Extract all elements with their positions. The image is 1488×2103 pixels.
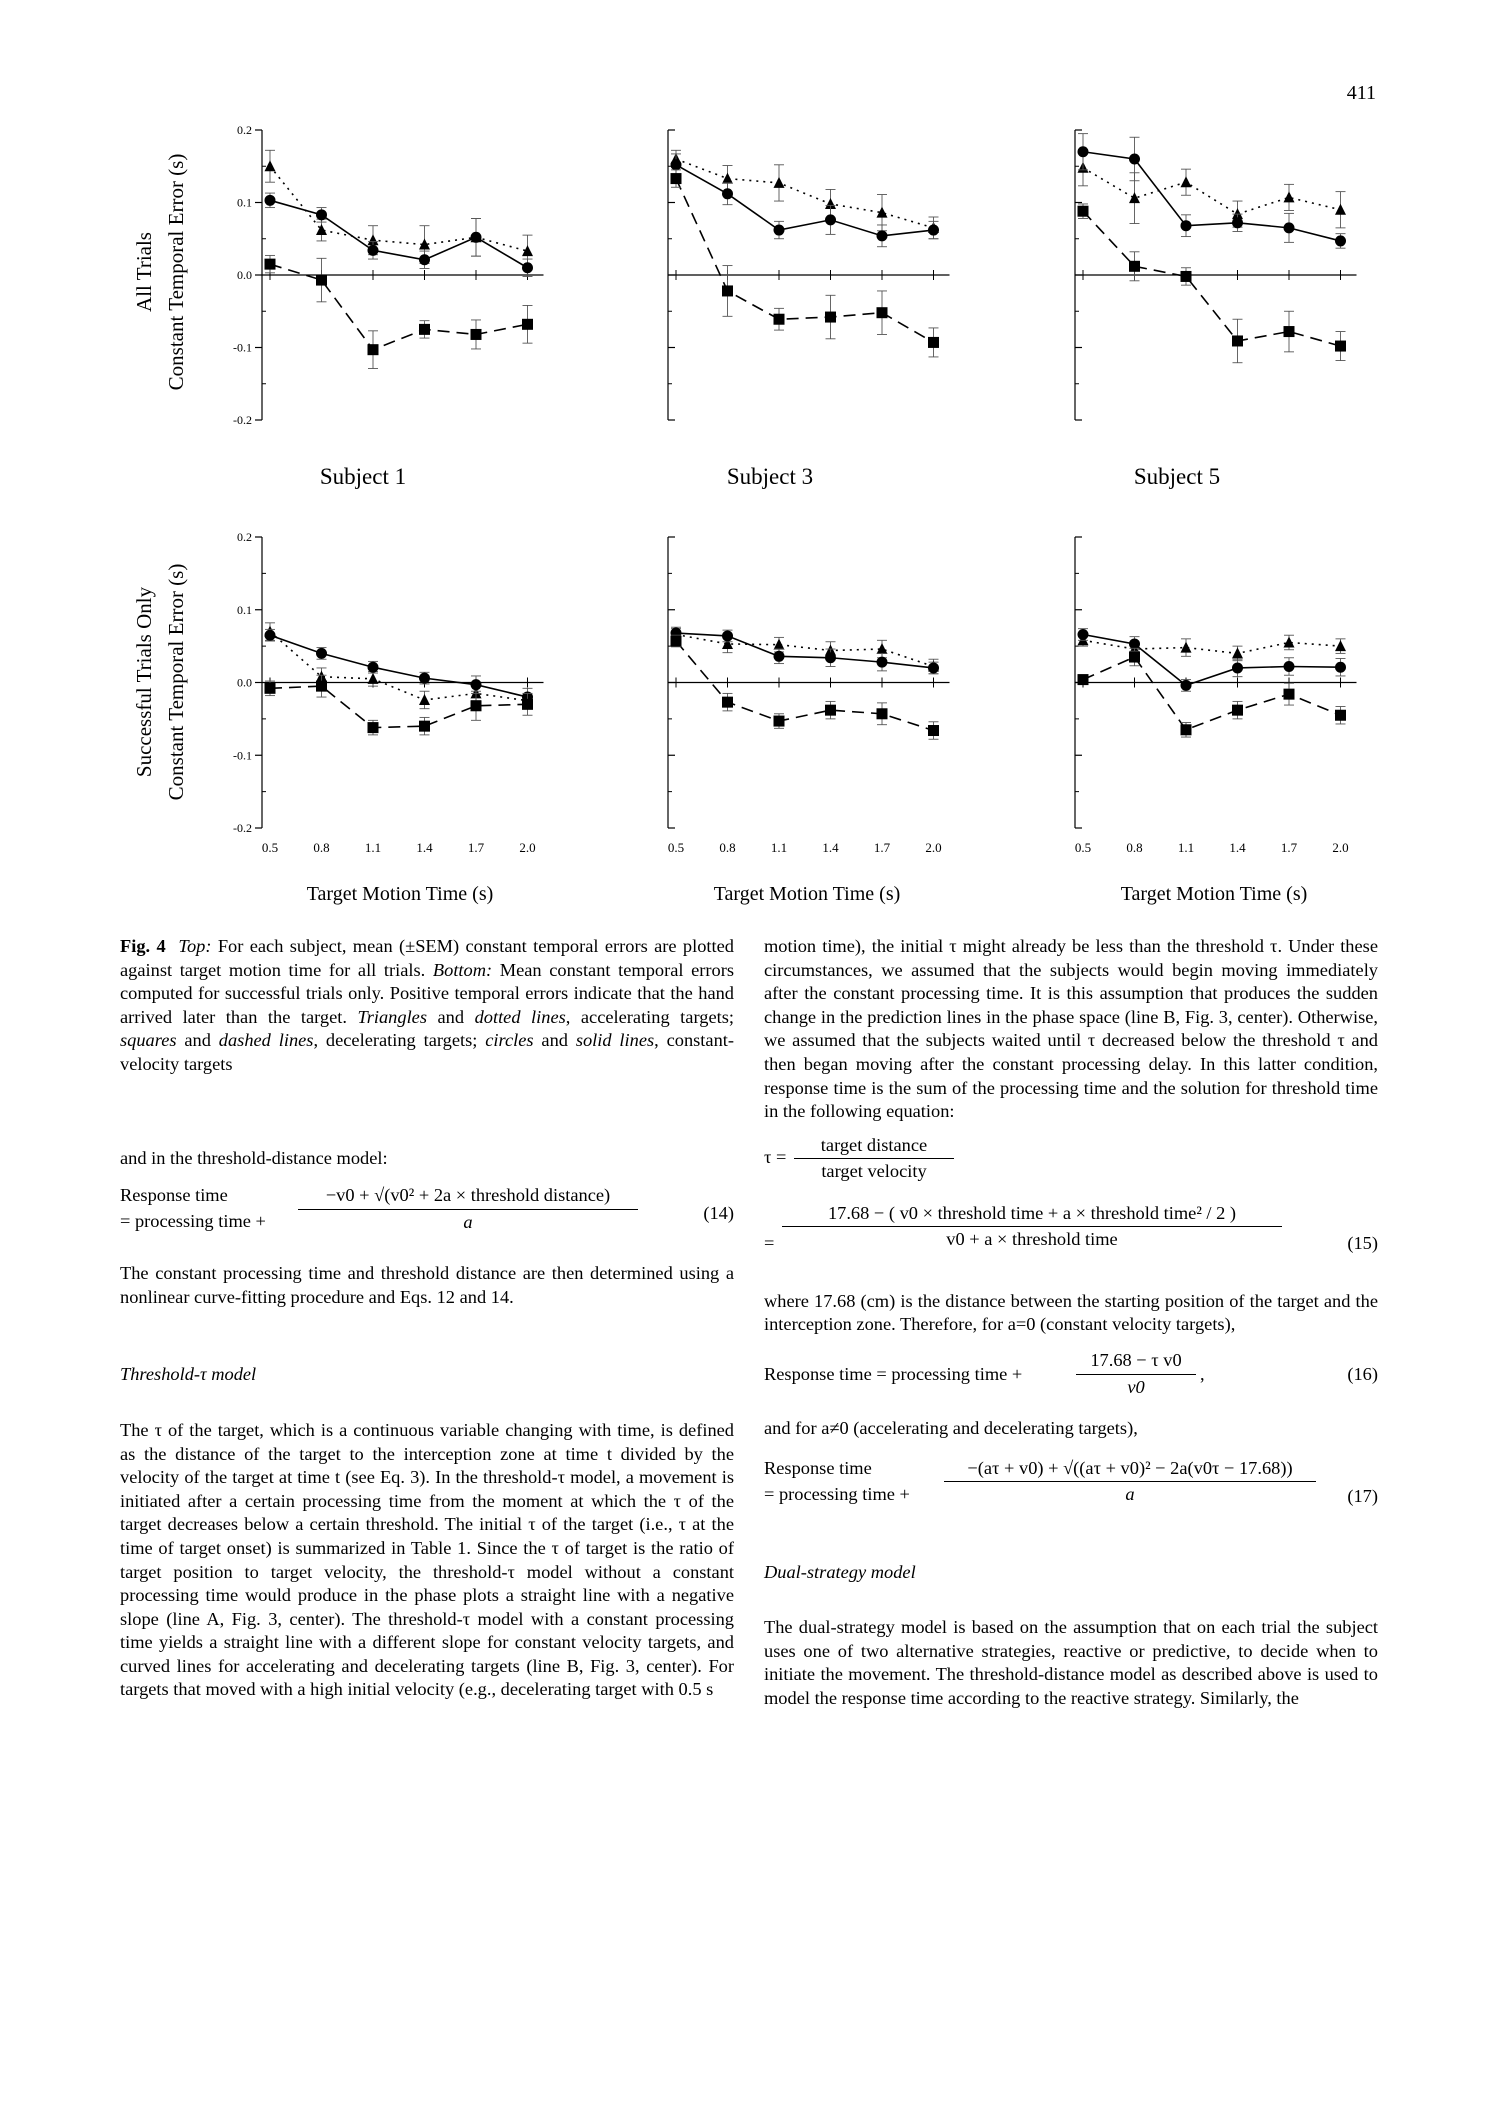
point-circle (825, 652, 836, 663)
point-square (671, 173, 682, 184)
y-tick-label: 0.0 (237, 268, 252, 282)
point-square (1335, 341, 1346, 352)
eq15-lhs: τ = (764, 1146, 787, 1167)
point-triangle (368, 673, 379, 684)
subject-title-1: Subject 1 (319, 464, 407, 489)
x-tick-label: 1.7 (873, 840, 891, 855)
point-square (825, 705, 836, 716)
point-circle (1078, 146, 1089, 157)
point-square (722, 697, 733, 708)
x-tick-label: 0.8 (1126, 840, 1143, 855)
series-line-circle (676, 165, 934, 236)
point-circle (1232, 662, 1243, 673)
eq16-tail: , (1200, 1363, 1205, 1384)
point-circle (368, 662, 379, 673)
series-line-circle (676, 633, 934, 668)
xlabel-3: Target Motion Time (s) (713, 883, 901, 905)
point-circle (316, 648, 327, 659)
point-circle (1181, 680, 1192, 691)
point-circle (265, 630, 276, 641)
x-tick-label: 1.4 (1229, 840, 1246, 855)
eq15-num1: target distance (794, 1134, 954, 1160)
x-tick-label: 1.7 (1280, 840, 1298, 855)
paragraph-dual-strategy: The dual-strategy model is based on the assumption that on each trial the subject uses one of two alternative strategies, reactive or predictive, to decide when to initiate the movement. The threshold-distance model as described above is used to model the response time according to the reactive strategy. Similarly, the (764, 1617, 1378, 1708)
subject-title-3: Subject 3 (726, 464, 814, 489)
point-circle (471, 232, 482, 243)
xlabel-1: Target Motion Time (s) (306, 883, 494, 905)
x-tick-label: 1.1 (364, 840, 382, 855)
point-square (1232, 705, 1243, 716)
y-tick-label: -0.2 (233, 413, 252, 427)
point-circle (471, 679, 482, 690)
x-tick-label: 0.8 (313, 840, 330, 855)
point-square (1078, 674, 1089, 685)
point-circle (825, 214, 836, 225)
series-line-circle (270, 635, 528, 697)
point-circle (671, 159, 682, 170)
panel-all-subject-5 (1075, 130, 1357, 420)
point-square (1129, 261, 1140, 272)
series-line-square (270, 686, 528, 727)
point-square (316, 681, 327, 692)
x-tick-label: 2.0 (925, 840, 942, 855)
eq16-number: (16) (1347, 1363, 1378, 1384)
eq16-denominator: v0 (1127, 1376, 1145, 1397)
point-circle (877, 230, 888, 241)
row-label-bottom-2: Constant Temporal Error (s) (164, 563, 188, 801)
series-line-triangle (270, 632, 528, 701)
y-tick-label: -0.1 (233, 340, 252, 355)
caption-text-5: , constant-velocity targets (120, 1030, 735, 1074)
point-triangle (265, 160, 276, 171)
caption-text-4: , decelerating targets; (313, 1030, 486, 1051)
point-square (471, 700, 482, 711)
point-circle (1335, 235, 1346, 246)
point-circle (522, 262, 533, 273)
caption-squares: squares (120, 1030, 177, 1051)
point-triangle (1335, 204, 1346, 215)
point-triangle (774, 177, 785, 188)
caption-and-2: and (176, 1030, 219, 1051)
series-line-triangle (1083, 168, 1341, 214)
point-square (265, 683, 276, 694)
point-circle (265, 195, 276, 206)
left-column (120, 935, 734, 1702)
caption-circles: circles (485, 1030, 534, 1051)
eq14-denominator: a (463, 1211, 473, 1232)
caption-text-2: Mean constant temporal errors computed for successful trials only. Positive temporal errors indicate that the hand arrived later than the target. (120, 959, 734, 1027)
point-circle (368, 245, 379, 256)
right-column (764, 935, 1378, 1711)
point-triangle (722, 173, 733, 184)
panel-successful-subject-5 (1075, 537, 1357, 855)
series-line-square (1083, 657, 1341, 730)
point-square (774, 314, 785, 325)
row-label-bottom-1: Successful Trials Only (132, 586, 156, 778)
x-tick-label: 1.1 (1177, 840, 1195, 855)
point-square (877, 307, 888, 318)
series-line-square (676, 179, 934, 343)
series-line-square (676, 641, 934, 730)
paragraph-right-2: where 17.68 (cm) is the distance between the starting position of the target and the interception zone. Therefore, for a=0 (constant velocity targets), (764, 1290, 1378, 1335)
caption-triangles: Triangles (357, 1006, 427, 1027)
caption-bottom-word: Bottom: (432, 959, 493, 980)
figure-caption (120, 935, 734, 1077)
point-square (928, 337, 939, 348)
point-triangle (316, 224, 327, 235)
point-square (419, 324, 430, 335)
point-square (1335, 710, 1346, 721)
point-square (1181, 724, 1192, 735)
series-line-circle (270, 200, 528, 267)
figure-4 (0, 0, 1488, 910)
heading-dual-strategy: Dual-strategy model (764, 1561, 916, 1582)
caption-text-1: For each subject, mean (±SEM) constant temporal errors are plotted against target motion time for all trials. (120, 936, 734, 980)
point-square (1284, 689, 1295, 700)
caption-top-word: Top: (178, 936, 212, 956)
point-circle (774, 651, 785, 662)
point-circle (1335, 662, 1346, 673)
x-tick-label: 0.5 (667, 840, 685, 855)
point-square (368, 722, 379, 733)
series-line-circle (1083, 634, 1341, 685)
paragraph-right-3: and for a≠0 (accelerating and decelerating targets), (764, 1417, 1138, 1438)
point-circle (928, 225, 939, 236)
page-number: 411 (1346, 82, 1376, 104)
y-tick-label: 0.0 (237, 675, 252, 690)
caption-dashed: dashed lines (218, 1030, 314, 1051)
point-square (774, 716, 785, 727)
point-circle (722, 188, 733, 199)
point-circle (1181, 220, 1192, 231)
series-line-triangle (676, 159, 934, 228)
y-tick-label: 0.2 (237, 530, 252, 544)
caption-label: Fig. 4 (120, 936, 166, 956)
subject-title-5: Subject 5 (1133, 464, 1221, 489)
point-triangle (1284, 191, 1295, 202)
paragraph-right-1: motion time), the initial τ might already be less than the threshold τ. Under these circumstances, we assumed that the subjects would begin moving immediately after the constant processing time. It is this assumption that produces the sudden change in the prediction lines in the phase space (line B, Fig. 3, center). Otherwise, we assumed that the subjects waited until τ decreased below the threshold τ and then began moving after the constant processing delay. In this latter condition, response time is the sum of the processing time and the solution for threshold time in the following equation: (764, 936, 1378, 1122)
equation-15 (764, 1134, 1378, 1274)
point-circle (722, 630, 733, 641)
point-triangle (1335, 640, 1346, 651)
equation-16 (764, 1349, 1378, 1405)
xlabel-5: Target Motion Time (s) (1120, 883, 1308, 905)
point-circle (928, 662, 939, 673)
point-circle (877, 657, 888, 668)
x-tick-label: 1.1 (770, 840, 788, 855)
eq15-den2: v0 + a × threshold time (946, 1229, 1118, 1250)
point-square (522, 319, 533, 330)
series-line-square (270, 264, 528, 350)
x-tick-label: 0.5 (1074, 840, 1092, 855)
panel-successful-subject-1 (233, 530, 544, 855)
eq17-number: (17) (1347, 1485, 1378, 1506)
point-square (1232, 335, 1243, 346)
point-square (522, 699, 533, 710)
point-triangle (1181, 176, 1192, 187)
series-line-circle (1083, 152, 1341, 241)
x-tick-label: 0.8 (719, 840, 736, 855)
eq17-lhs1: Response time (764, 1457, 872, 1478)
point-square (825, 312, 836, 323)
caption-dotted: dotted lines (474, 1006, 566, 1027)
eq14-lhs2: = processing time + (120, 1211, 266, 1232)
eq17-lhs2: = processing time + (764, 1483, 910, 1504)
eq14-lhs1: Response time (120, 1185, 228, 1206)
point-triangle (774, 639, 785, 650)
point-circle (419, 673, 430, 684)
point-circle (419, 254, 430, 265)
x-tick-label: 1.7 (467, 840, 485, 855)
point-square (1181, 271, 1192, 282)
threshold-distance-intro: and in the threshold-distance model: (120, 1147, 388, 1168)
point-square (722, 285, 733, 296)
eq14-number: (14) (703, 1203, 734, 1224)
y-tick-label: 0.1 (237, 195, 252, 210)
eq17-numerator: −(aτ + v0) + √((aτ + v0)² − 2a(v0τ − 17.68)) (944, 1457, 1316, 1483)
caption-and-1: and (427, 1006, 475, 1027)
y-tick-label: -0.1 (233, 748, 252, 763)
eq15-den1: target velocity (821, 1161, 927, 1182)
caption-solid: solid lines (575, 1030, 655, 1051)
point-circle (1284, 661, 1295, 672)
heading-threshold-tau: Threshold-τ model (120, 1364, 257, 1385)
equation-14 (120, 1184, 734, 1244)
point-triangle (1284, 636, 1295, 647)
point-square (1129, 652, 1140, 663)
eq17-denominator: a (1125, 1484, 1135, 1505)
point-square (928, 725, 939, 736)
series-line-triangle (270, 166, 528, 251)
point-square (877, 708, 888, 719)
point-circle (1129, 638, 1140, 649)
panel-all-subject-3 (668, 130, 950, 420)
point-square (471, 329, 482, 340)
row-label-top-2: Constant Temporal Error (s) (164, 153, 188, 391)
point-circle (1078, 629, 1089, 640)
point-square (368, 344, 379, 355)
point-square (671, 636, 682, 647)
x-tick-label: 2.0 (519, 840, 536, 855)
x-tick-label: 0.5 (261, 840, 279, 855)
point-square (316, 275, 327, 286)
eq15-number: (15) (1347, 1232, 1378, 1253)
point-square (1078, 206, 1089, 217)
paragraph-after-eq14: The constant processing time and threshold distance are then determined using a nonlinear curve-fitting procedure and Eqs. 12 and 14. (120, 1263, 734, 1307)
eq15-equals: = (764, 1232, 775, 1253)
row-label-top-1: All Trials (132, 232, 156, 312)
caption-text-3: , accelerating targets; (565, 1006, 734, 1027)
y-tick-label: 0.2 (237, 123, 252, 137)
point-square (1284, 326, 1295, 337)
eq16-lhs: Response time = processing time + (764, 1363, 1023, 1384)
panel-successful-subject-3 (668, 537, 950, 855)
eq15-num2: 17.68 − ( v0 × threshold time + a × threshold time² / 2 ) (782, 1202, 1282, 1228)
x-tick-label: 2.0 (1332, 840, 1349, 855)
x-tick-label: 1.4 (822, 840, 839, 855)
paragraph-threshold-tau: The τ of the target, which is a continuous variable changing with time, is defined as the distance of the target to the interception zone at time t divided by the velocity of the target at time t (see Eq. 3). In the threshold-τ model, a movement is initiated after a certain processing time from the moment at which the τ of the target decreases below a certain threshold. The initial τ of the target (i.e., τ at the time of target onset) is summarized in Table 1. Since the τ of target is the ratio of target position to target velocity, the threshold-τ model without a constant processing time would produce in the phase plots a straight line with a negative slope (line A, Fig. 3, center). The threshold-τ model with a constant processing time yields a straight line with a different slope for constant velocity targets, and curved lines for accelerating and decelerating targets (line B, Fig. 3, center). For targets that moved with a high initial velocity (e.g., decelerating target with 0.5 s (120, 1419, 734, 1700)
point-circle (1129, 154, 1140, 165)
y-tick-label: 0.1 (237, 602, 252, 617)
equation-17 (764, 1457, 1378, 1521)
point-circle (1232, 217, 1243, 228)
point-circle (316, 209, 327, 220)
point-triangle (419, 694, 430, 705)
caption-and-3: and (533, 1030, 576, 1051)
point-square (265, 259, 276, 270)
y-tick-label: -0.2 (233, 821, 252, 835)
eq14-numerator: −v0 + √(v0² + 2a × threshold distance) (298, 1184, 638, 1210)
point-square (419, 721, 430, 732)
point-circle (1284, 222, 1295, 233)
x-tick-label: 1.4 (416, 840, 433, 855)
series-line-triangle (676, 634, 934, 666)
point-triangle (1232, 647, 1243, 658)
point-circle (774, 225, 785, 236)
panel-all-subject-1 (233, 123, 544, 427)
eq16-numerator: 17.68 − τ v0 (1076, 1349, 1196, 1375)
